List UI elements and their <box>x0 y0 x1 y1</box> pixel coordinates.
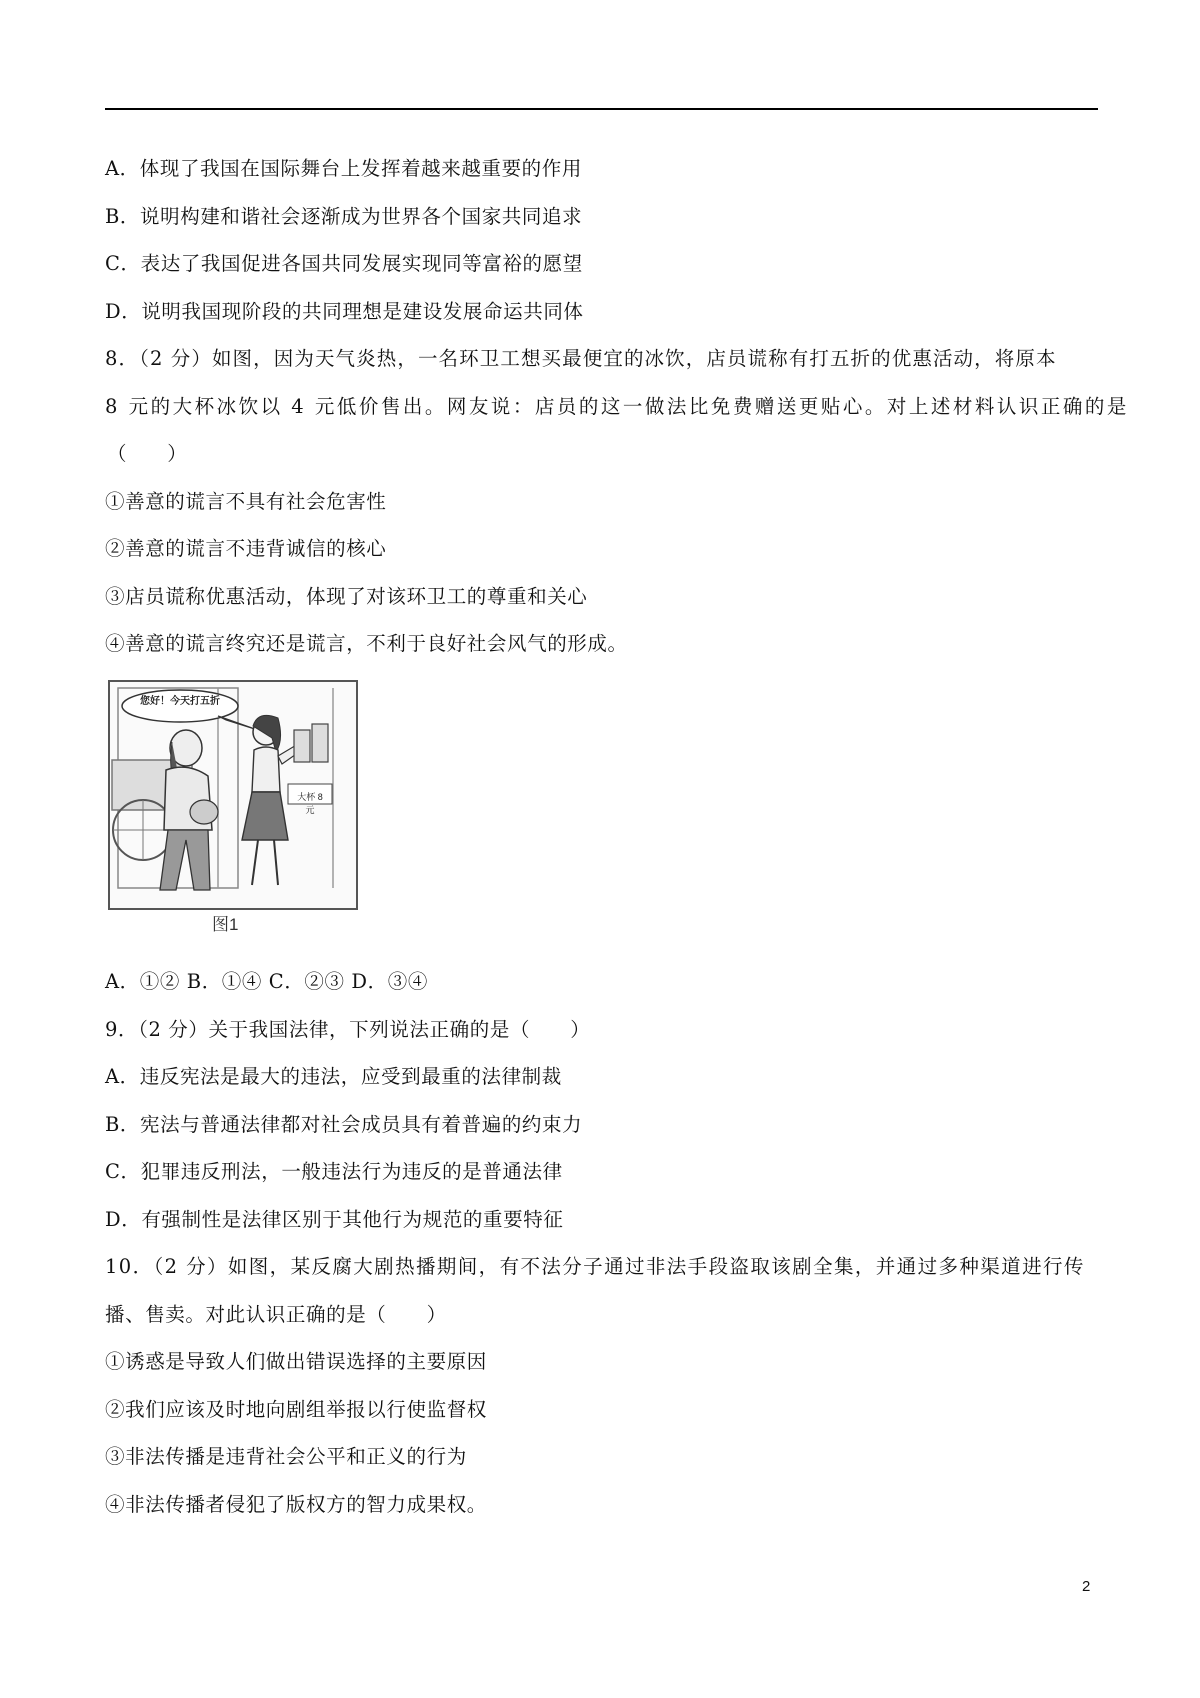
q7-option-c: C．表达了我国促进各国共同发展实现同等富裕的愿望 <box>105 252 583 275</box>
q8-statement-1: ①善意的谎言不具有社会危害性 <box>105 490 387 513</box>
q8-stem-line-2: 8 元的大杯冰饮以 4 元低价售出。网友说：店员的这一做法比免费赠送更贴心。对上述材料认识正确的是 <box>105 395 1129 418</box>
q9-option-b: B．宪法与普通法律都对社会成员具有着普遍的约束力 <box>105 1113 583 1136</box>
q9-stem: 9．（2 分）关于我国法律，下列说法正确的是（ ） <box>105 1018 591 1041</box>
q7-option-d: D．说明我国现阶段的共同理想是建设发展命运共同体 <box>105 300 584 323</box>
q8-statement-4: ④善意的谎言终究还是谎言，不利于良好社会风气的形成。 <box>105 632 628 655</box>
q7-option-b: B．说明构建和谐社会逐渐成为世界各个国家共同追求 <box>105 205 583 228</box>
q9-option-c: C．犯罪违反刑法，一般违法行为违反的是普通法律 <box>105 1160 563 1183</box>
q8-answer-blank: （ ） <box>107 442 188 465</box>
q10-statement-3: ③非法传播是违背社会公平和正义的行为 <box>105 1445 467 1468</box>
header-rule <box>105 108 1098 110</box>
q9-option-d: D．有强制性是法律区别于其他行为规范的重要特征 <box>105 1208 564 1231</box>
q9-option-a: A．违反宪法是最大的违法，应受到最重的法律制裁 <box>105 1065 562 1088</box>
q10-stem-line-2: 播、售卖。对此认识正确的是（ ） <box>105 1303 447 1326</box>
q8-cartoon-figure <box>108 680 358 934</box>
q10-statement-2: ②我们应该及时地向剧组举报以行使监督权 <box>105 1398 487 1421</box>
q7-option-a: A．体现了我国在国际舞台上发挥着越来越重要的作用 <box>105 157 582 180</box>
q10-stem-line-1: 10．（2 分）如图，某反腐大剧热播期间，有不法分子通过非法手段盗取该剧全集，并通过多种渠道进行传 <box>105 1255 1085 1278</box>
figure-caption: 图1 <box>212 915 239 934</box>
q8-statement-2: ②善意的谎言不违背诚信的核心 <box>105 537 387 560</box>
speech-bubble-text: 您好！今天打五折 <box>140 696 220 707</box>
q10-statement-4: ④非法传播者侵犯了版权方的智力成果权。 <box>105 1493 487 1516</box>
q8-answer-options: A．①② B．①④ C．②③ D．③④ <box>105 970 428 993</box>
price-sign-text: 大杯 8 元 <box>297 792 323 815</box>
q8-stem-line-1: 8．（2 分）如图，因为天气炎热，一名环卫工想买最便宜的冰饮，店员谎称有打五折的优惠活动，将原本 <box>105 347 1057 370</box>
q8-statement-3: ③店员谎称优惠活动，体现了对该环卫工的尊重和关心 <box>105 585 588 608</box>
page-number: 2 <box>1082 1578 1091 1595</box>
q10-statement-1: ①诱惑是导致人们做出错误选择的主要原因 <box>105 1350 487 1373</box>
